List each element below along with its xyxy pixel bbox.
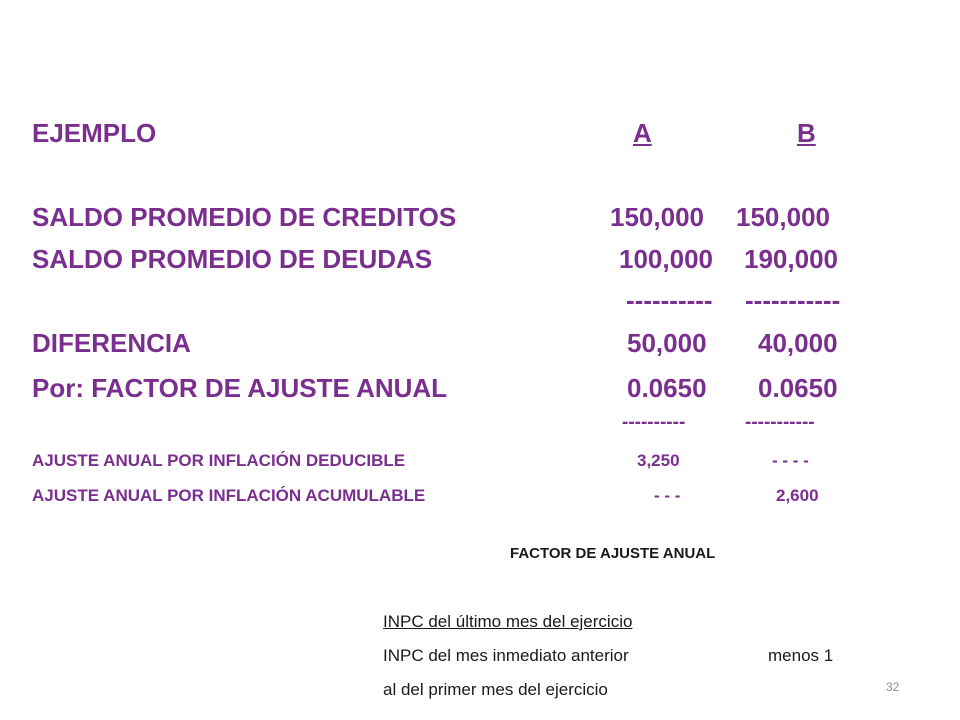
factor-value-b: 0.0650 [758, 373, 838, 403]
acumulable-value-a: - - - [654, 486, 681, 505]
diferencia-value-b: 40,000 [758, 328, 838, 358]
column-b-header: B [797, 118, 816, 148]
deudas-value-a: 100,000 [619, 244, 713, 274]
acumulable-label: AJUSTE ANUAL POR INFLACIÓN ACUMULABLE [32, 486, 426, 505]
column-a-header: A [633, 118, 652, 148]
formula-denominator-line1: INPC del mes inmediato anterior [383, 646, 629, 665]
formula-title: FACTOR DE AJUSTE ANUAL [510, 545, 716, 562]
heading-label: EJEMPLO [32, 118, 157, 148]
creditos-value-b: 150,000 [736, 202, 830, 232]
creditos-label: SALDO PROMEDIO DE CREDITOS [32, 202, 457, 232]
factor-label: Por: FACTOR DE AJUSTE ANUAL [32, 373, 448, 403]
deducible-label: AJUSTE ANUAL POR INFLACIÓN DEDUCIBLE [32, 451, 406, 470]
acumulable-value-b: 2,600 [776, 486, 819, 505]
formula-minus-one: menos 1 [768, 646, 834, 665]
diferencia-label: DIFERENCIA [32, 328, 191, 358]
rule-b-2: ----------- [745, 412, 815, 433]
deudas-label: SALDO PROMEDIO DE DEUDAS [32, 244, 433, 274]
diferencia-value-a: 50,000 [627, 328, 707, 358]
formula-numerator: INPC del último mes del ejercicio [383, 612, 633, 631]
creditos-value-a: 150,000 [610, 202, 704, 232]
page-number: 32 [886, 680, 900, 694]
factor-value-a: 0.0650 [627, 373, 707, 403]
rule-b-1: ----------- [745, 285, 841, 315]
rule-a-1: ---------- [626, 285, 713, 315]
deducible-value-b: - - - - [772, 451, 809, 470]
deudas-value-b: 190,000 [744, 244, 838, 274]
rule-a-2: ---------- [622, 412, 686, 433]
formula-denominator-line2: al del primer mes del ejercicio [383, 680, 608, 699]
deducible-value-a: 3,250 [637, 451, 680, 470]
